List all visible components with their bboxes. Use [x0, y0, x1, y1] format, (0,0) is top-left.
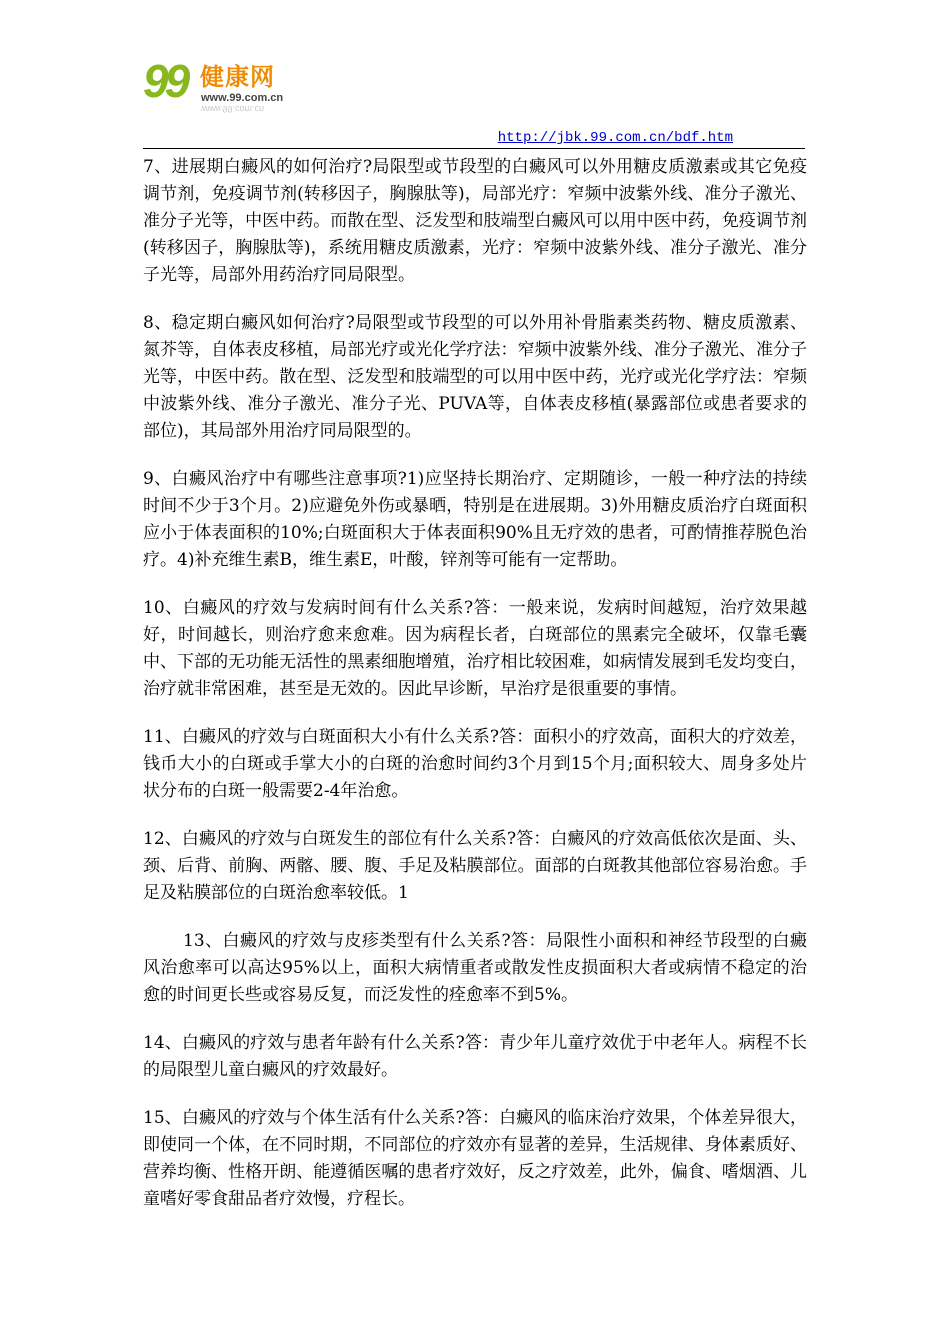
logo-url-reflection: www.99.com.cn: [201, 104, 265, 114]
paragraph-12: 12、白癜风的疗效与白斑发生的部位有什么关系?答：白癜风的疗效高低依次是面、头、颈、后背、前胸、两髂、腰、腹、手足及粘膜部位。面部的白斑教其他部位容易治愈。手足及粘膜部位的白斑治愈率较低。1: [143, 829, 807, 903]
paragraph-11: 11、白癜风的疗效与白斑面积大小有什么关系?答：面积小的疗效高，面积大的疗效差，钱币大小的白斑或手掌大小的白斑的治愈时间约3个月到15个月;面积较大、周身多处片状分布的白斑一般需要2-4年治愈。: [143, 727, 807, 801]
article-body: [143, 154, 807, 1234]
paragraph-8: 8、稳定期白癜风如何治疗?局限型或节段型的可以外用补骨脂素类药物、糖皮质激素、氮芥等，自体表皮移植，局部光疗或光化学疗法：窄频中波紫外线、准分子激光、准分子光等，中医中药。散在型、泛发型和肢端型的可以用中医中药，光疗或光化学疗法：窄频中波紫外线、准分子激光、准分子光、PUVA等，自体表皮移植(暴露部位或患者要求的部位)，其局部外用治疗同局限型的。: [143, 313, 807, 441]
header-link[interactable]: http://jbk.99.com.cn/bdf.htm: [497, 130, 733, 146]
logo-url: www.99.com.cn: [201, 92, 284, 104]
paragraph-10: 10、白癜风的疗效与发病时间有什么关系?答：一般来说，发病时间越短，治疗效果越好，时间越长，则治疗愈来愈难。因为病程长者，白斑部位的黑素完全破坏，仅靠毛囊中、下部的无功能无活性的黑素细胞增殖，治疗相比较困难，如病情发展到毛发均变白，治疗就非常困难，甚至是无效的。因此早诊断，早治疗是很重要的事情。: [143, 598, 807, 699]
paragraph-14: 14、白癜风的疗效与患者年龄有什么关系?答：青少年儿童疗效优于中老年人。病程不长的局限型儿童白癜风的疗效最好。: [143, 1033, 807, 1080]
paragraph-9: 9、白癜风治疗中有哪些注意事项?1)应坚持长期治疗、定期随诊，一般一种疗法的持续时间不少于3个月。2)应避免外伤或暴晒，特别是在进展期。3)外用糖皮质治疗白斑面积应小于体表面积的10%;白斑面积大于体表面积90%且无疗效的患者，可酌情推荐脱色治疗。4)补充维生素B，维生素E，叶酸，锌剂等可能有一定帮助。: [143, 469, 807, 570]
logo-name: 健康网: [200, 63, 275, 91]
site-logo[interactable]: [143, 55, 333, 122]
paragraph-7: 7、进展期白癜风的如何治疗?局限型或节段型的白癜风可以外用糖皮质激素或其它免疫调节剂，免疫调节剂(转移因子，胸腺肽等)，局部光疗：窄频中波紫外线、准分子激光、准分子光等，中医中药。而散在型、泛发型和肢端型白癜风可以用中医中药，免疫调节剂(转移因子，胸腺肽等)，系统用糖皮质激素，光疗：窄频中波紫外线、准分子激光、准分子光等，局部外用药治疗同局限型。: [143, 157, 807, 285]
paragraph-15: 15、白癜风的疗效与个体生活有什么关系?答：白癜风的临床治疗效果，个体差异很大，即使同一个体，在不同时期，不同部位的疗效亦有显著的差异，生活规律、身体素质好、营养均衡、性格开朗、能遵循医嘱的患者疗效好，反之疗效差，此外，偏食、嗜烟酒、儿童嗜好零食甜品者疗效慢，疗程长。: [143, 1108, 807, 1209]
header-divider: [143, 148, 805, 149]
page-header: [143, 55, 805, 158]
paragraph-13: 13、白癜风的疗效与皮疹类型有什么关系?答：局限性小面积和神经节段型的白癜风治愈率可以高达95%以上，面积大病情重者或散发性皮损面积大者或病情不稳定的治愈的时间更长些或容易反复，而泛发性的痊愈率不到5%。: [143, 931, 807, 1005]
logo-number: 99: [143, 55, 187, 107]
